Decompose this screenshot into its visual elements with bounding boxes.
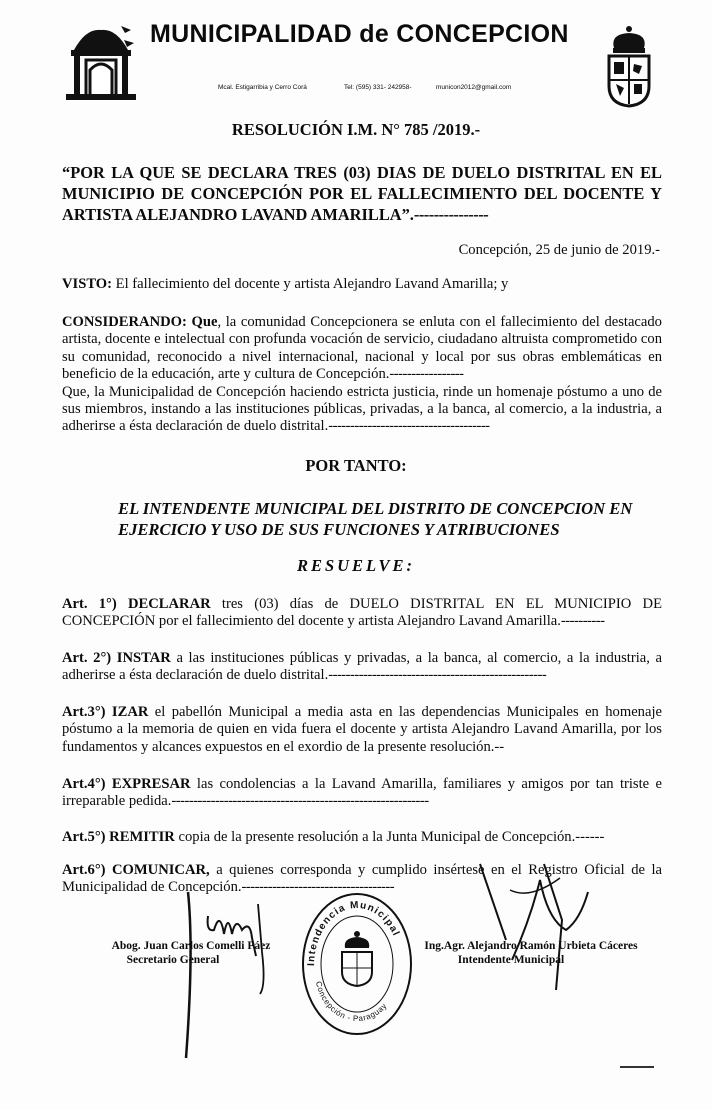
considerando-paragraph: CONSIDERANDO: Que, la comunidad Concepcionera se enluta con el fallecimiento del destacado artista, docente e intelectual con profunda vocación de servicio, ciudadano altruista comprometido con su comunidad, reconocido a nivel internacional, nacional y local por sus obras emblemáticas en beneficio de la educación, arte y cultura de Concepción.----------------- Que, la Municipalidad de Concepción haciendo estricta justicia, rinde un homenaje póstumo a uno de sus miembros, instando a las instituciones públicas, privadas, a la banca, al comercio, a la industria, a adherirse a ésta declaración de duelo distrital.------------------------------------- <box>62 314 662 435</box>
article-6-label: Art.6°) COMUNICAR, <box>62 862 210 878</box>
article-1-text: tres (03) días de DUELO DISTRITAL EN EL MUNICIPIO DE CONCEPCIÓN por el fallecimiento del docente y artista Alejandro Lavand Amarilla. <box>62 596 662 630</box>
stamp-bottom-text: Concepción - Paraguay <box>313 980 389 1024</box>
svg-text:Intendencia Municipal <box>306 900 402 966</box>
subject-text: “POR LA QUE SE DECLARA TRES (03) DIAS DE DUELO DISTRITAL EN EL MUNICIPIO DE CONCEPCIÓN POR EL FALLECIMIENTO DEL DOCENTE Y ARTISTA ALEJANDRO LAVAND AMARILLA”. <box>62 163 662 224</box>
resolution-subject: “POR LA QUE SE DECLARA TRES (03) DIAS DE DUELO DISTRITAL EN EL MUNICIPIO DE CONCEPCIÓN POR EL FALLECIMIENTO DEL DOCENTE Y ARTISTA ALEJANDRO LAVAND AMARILLA”.--------------- <box>62 163 662 224</box>
article-4: Art.4°) EXPRESAR las condolencias a la Lavand Amarilla, familiares y amigos por tan triste e irreparable pedida.----------------------------------------------------------- <box>62 776 662 810</box>
mayor-signature-block <box>396 939 666 967</box>
bottom-mark <box>620 1066 654 1068</box>
visto-label: VISTO: <box>62 276 113 292</box>
intendente-heading: EL INTENDENTE MUNICIPAL DEL DISTRITO DE CONCEPCION EN EJERCICIO Y USO DE SUS FUNCIONES Y ATRIBUCIONES <box>118 499 633 539</box>
considerando-text-2: Que, la Municipalidad de Concepción haciendo estricta justicia, rinde un homenaje póstumo a uno de sus miembros, instando a las instituciones públicas, privadas, a la banca, al comercio, a la industria, a adherirse a ésta declaración de duelo distrital. <box>62 383 662 435</box>
mayor-signature-scribble <box>470 860 610 1010</box>
article-1-label: Art. 1°) DECLARAR <box>62 596 211 612</box>
visto-paragraph <box>62 276 662 293</box>
article-4-text: las condolencias a la Lavand Amarilla, familiares y amigos por tan triste e irreparable pedida. <box>62 776 662 810</box>
article-3-label: Art.3°) IZAR <box>62 704 149 720</box>
por-tanto-heading: POR TANTO: <box>305 456 407 475</box>
article-2-text: a las instituciones públicas y privadas, a la banca, al comercio, a la industria, a adherirse a ésta declaración de duelo distrital. <box>62 650 662 684</box>
resolution-date: Concepción, 25 de junio de 2019.- <box>458 242 660 258</box>
article-5-text: copia de la presente resolución a la Junta Municipal de Concepción.------ <box>174 829 605 845</box>
article-4-label: Art.4°) EXPRESAR <box>62 776 191 792</box>
secretary-name: Abog. Juan Carlos Comelli Páez <box>111 940 271 952</box>
stamp-top-text: Intendencia Municipal <box>305 899 402 967</box>
article-6-text: a quienes corresponda y cumplido insértese en el Registro Oficial de la Municipalidad de Concepción. <box>62 862 663 896</box>
visto-text: El fallecimiento del docente y artista Alejandro Lavand Amarilla; y <box>112 276 509 292</box>
article-6: Art.6°) COMUNICAR, a quienes corresponda y cumplido insértese en el Registro Oficial de la Municipalidad de Concepción.----------------------------------- <box>62 862 663 896</box>
article-5-label: Art.5°) REMITIR <box>62 829 175 845</box>
header-title: MUNICIPALIDAD de CONCEPCION <box>150 20 569 48</box>
secretary-signature-scribble <box>180 890 290 1060</box>
secretary-signature-block <box>96 939 286 967</box>
secretary-title: Secretario General <box>126 954 220 966</box>
article-3 <box>62 704 662 756</box>
coat-of-arms-logo <box>604 24 654 108</box>
article-3-text: el pabellón Municipal a media asta en las dependencias Municipales en homenaje póstumo a la memoria de quien en vida fuera el docente y artista Alejandro Lavand Amarilla, por los fundamentos y alcances expuestos en el exordio de la presente resolución.-- <box>62 704 662 755</box>
article-1: Art. 1°) DECLARAR tres (03) días de DUELO DISTRITAL EN EL MUNICIPIO DE CONCEPCIÓN por el fallecimiento del docente y artista Alejandro Lavand Amarilla.---------- <box>62 596 662 630</box>
article-5 <box>62 829 662 846</box>
municipal-building-logo <box>66 20 136 100</box>
article-2-label: Art. 2°) INSTAR <box>62 650 171 666</box>
considerando-label: CONSIDERANDO: Que <box>62 314 218 330</box>
resuelve-heading: RESUELVE: <box>296 556 416 575</box>
resolution-number: RESOLUCIÓN I.M. N° 785 /2019.- <box>231 120 481 139</box>
mayor-title: Intendente Municipal <box>457 954 565 966</box>
mayor-name: Ing.Agr. Alejandro Ramón Urbieta Cáceres <box>424 940 638 952</box>
header-address: Mcal. Estigarribia y Cerro Corá <box>218 84 307 91</box>
article-2: Art. 2°) INSTAR a las instituciones públicas y privadas, a la banca, al comercio, a la industria, a adherirse a ésta declaración de duelo distrital.-------------------------------------------------- <box>62 650 662 684</box>
considerando-text-1: , la comunidad Concepcionera se enluta con el fallecimiento del destacado artista, docente e intelectual con profunda vocación de servicio, ciudadano altruista comprometido con su comunidad, reconocido a nivel internacional, nacional y local por sus obras emblemáticas en beneficio de la educación, arte y cultura de Concepción. <box>62 314 662 383</box>
header-phone: Tel: (595) 331- 242958- <box>344 84 412 91</box>
header-email: municon2012@gmail.com <box>436 84 512 91</box>
